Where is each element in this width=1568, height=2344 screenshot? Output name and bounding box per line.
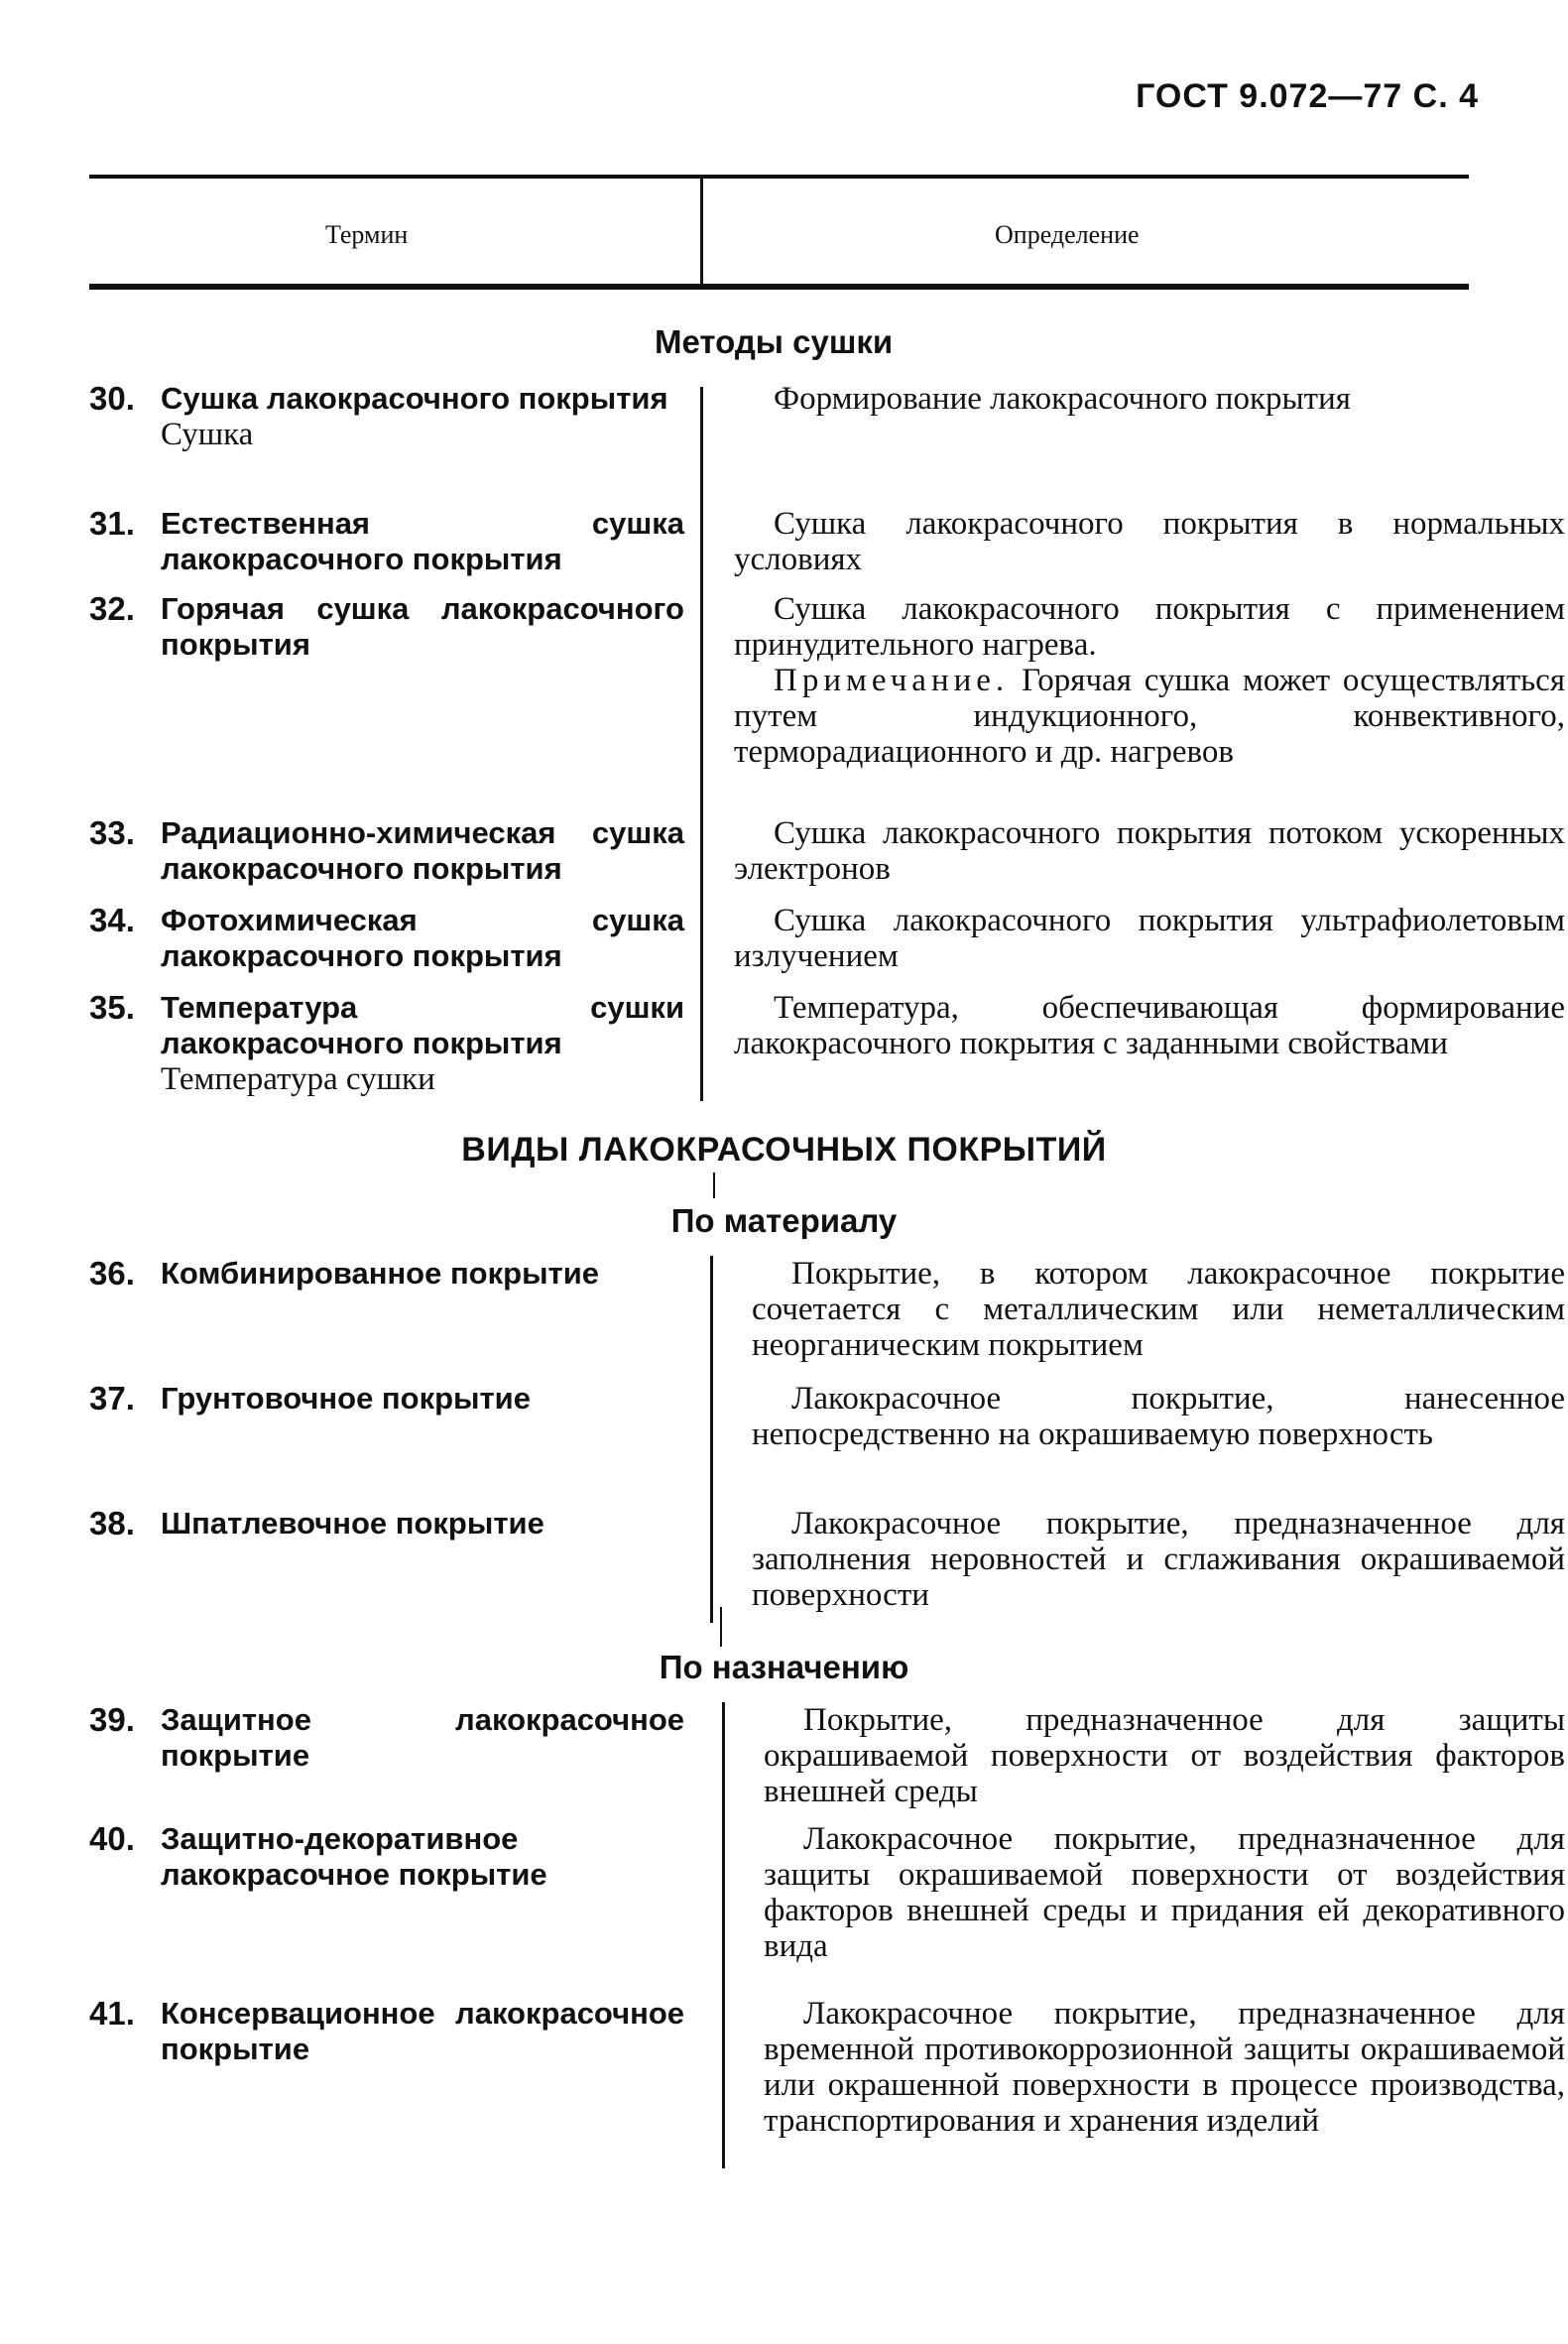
entry-number: 37.	[89, 1380, 135, 1417]
column-divider-3	[722, 1702, 725, 2168]
entry-number: 33.	[89, 814, 135, 851]
header-rule	[89, 284, 1469, 290]
term-name: Радиационно-химическая сушка лакокрасочного покрытия	[161, 815, 684, 886]
section-title-coating-types: ВИДЫ ЛАКОКРАСОЧНЫХ ПОКРЫТИЙ	[461, 1131, 1107, 1169]
term-cell	[89, 815, 684, 887]
subsection-title-by-material: По материалу	[670, 1202, 898, 1239]
subsection-title-by-purpose: По назначению	[659, 1649, 909, 1685]
term-name: Температура сушки лакокрасочного покрытия	[161, 990, 684, 1060]
top-rule	[89, 175, 1469, 179]
definition-cell	[764, 1821, 1565, 1964]
term-name: Защитно-декоративное лакокрасочное покрытие	[161, 1821, 547, 1892]
entry-number: 40.	[89, 1820, 135, 1857]
term-cell	[89, 903, 684, 974]
definition-cell	[752, 1256, 1565, 1363]
section-tick	[713, 1172, 715, 1198]
definition-cell	[734, 506, 1565, 577]
term-synonym: Сушка	[161, 417, 254, 452]
definition-cell	[752, 1506, 1565, 1613]
column-divider-1	[700, 387, 703, 1101]
term-synonym: Температура сушки	[161, 1061, 435, 1097]
entry-number: 39.	[89, 1701, 135, 1738]
term-cell	[89, 1256, 684, 1292]
column-header-term: Термин	[325, 220, 409, 249]
definition-cell	[734, 591, 1565, 770]
definition-text: Сушка лакокрасочного покрытия с применением принудительного нагрева.	[734, 591, 1565, 663]
entry-number: 30.	[89, 380, 135, 417]
definition-cell	[752, 1381, 1565, 1452]
term-cell	[89, 506, 684, 577]
definition-cell	[734, 815, 1565, 887]
definition-text: Покрытие, предназначенное для защиты окрашиваемой поверхности от воздействия факторов внешней среды	[764, 1702, 1565, 1809]
definition-text: Сушка лакокрасочного покрытия потоком ускоренных электронов	[734, 815, 1565, 887]
term-cell	[89, 381, 684, 452]
term-name: Шпатлевочное покрытие	[161, 1506, 544, 1541]
term-name: Естественная сушка лакокрасочного покрытия	[161, 506, 684, 576]
definition-text: Температура, обеспечивающая формирование лакокрасочного покрытия с заданными свойствами	[734, 990, 1565, 1061]
note-label: Примечание.	[774, 663, 1010, 698]
definition-text: Лакокрасочное покрытие, нанесенное непосредственно на окрашиваемую поверхность	[752, 1381, 1565, 1452]
term-name: Грунтовочное покрытие	[161, 1381, 531, 1416]
column-header-divider	[700, 179, 703, 286]
column-header-definition: Определение	[995, 220, 1140, 249]
term-cell	[89, 1821, 684, 1893]
entry-number: 34.	[89, 902, 135, 938]
column-divider-2	[710, 1256, 713, 1623]
entry-number: 32.	[89, 590, 135, 627]
doc-header: ГОСТ 9.072—77 С. 4	[1136, 77, 1479, 115]
term-name: Горячая сушка лакокрасочного покрытия	[161, 591, 684, 662]
term-cell	[89, 1506, 684, 1542]
definition-cell	[734, 381, 1565, 417]
definition-text: Покрытие, в котором лакокрасочное покрытие сочетается с металлическим или неметаллическим неорганическим покрытием	[752, 1256, 1565, 1363]
entry-number: 38.	[89, 1505, 135, 1542]
entry-number: 31.	[89, 505, 135, 542]
term-cell	[89, 1702, 684, 1774]
definition-text: Сушка лакокрасочного покрытия ультрафиолетовым излучением	[734, 903, 1565, 974]
term-cell	[89, 1381, 684, 1417]
definition-cell	[764, 1996, 1565, 2139]
section-title-drying: Методы сушки	[655, 323, 894, 360]
definition-text: Лакокрасочное покрытие, предназначенное для временной противокоррозионной защиты окрашиваемой или окрашенной поверхности в процессе производства, транспортирования и хранения изделий	[764, 1996, 1565, 2139]
section-tick	[720, 1607, 722, 1647]
term-name: Защитное лакокрасочное покрытие	[161, 1702, 684, 1773]
definition-text: Лакокрасочное покрытие, предназначенное для защиты окрашиваемой поверхности от воздействия факторов внешней среды и придания ей декоративного вида	[764, 1821, 1565, 1964]
entry-number: 36.	[89, 1255, 135, 1292]
term-cell	[89, 591, 684, 663]
term-name: Сушка лакокрасочного покрытия	[161, 381, 668, 416]
definition-text: Сушка лакокрасочного покрытия в нормальных условиях	[734, 506, 1565, 577]
term-name: Комбинированное покрытие	[161, 1256, 600, 1291]
definition-cell	[764, 1702, 1565, 1809]
definition-note	[734, 663, 1565, 770]
note-text: Горячая сушка может осуществляться путем индукционного, конвективного, терморадиационного и др. нагревов	[734, 663, 1565, 770]
term-cell	[89, 1996, 684, 2067]
definition-cell	[734, 903, 1565, 974]
term-name: Фотохимическая сушка лакокрасочного покрытия	[161, 903, 684, 973]
definition-text: Лакокрасочное покрытие, предназначенное для заполнения неровностей и сглаживания окрашиваемой поверхности	[752, 1506, 1565, 1613]
term-name: Консервационное лакокрасочное покрытие	[161, 1996, 684, 2066]
entry-number: 41.	[89, 1995, 135, 2032]
entry-number: 35.	[89, 989, 135, 1026]
definition-text: Формирование лакокрасочного покрытия	[774, 381, 1351, 417]
definition-cell	[734, 990, 1565, 1061]
term-cell	[89, 990, 684, 1097]
